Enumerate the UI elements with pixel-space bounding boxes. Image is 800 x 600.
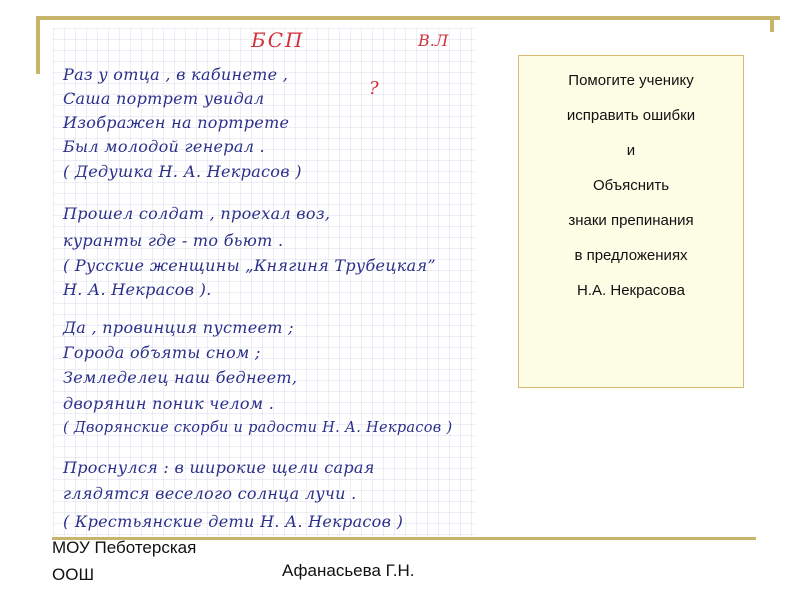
task-callout-box <box>518 55 744 388</box>
callout-line: Помогите ученику <box>568 72 694 89</box>
callout-line: Н.А. Некрасова <box>577 282 685 299</box>
handwritten-notebook-image <box>53 28 475 540</box>
handwritten-line: Раз у отца , в кабинете , <box>63 65 289 84</box>
handwritten-line: ( Дворянские скорби и радости Н. А. Некрасов ) <box>63 420 453 436</box>
handwritten-line: Был молодой генерал . <box>63 137 265 156</box>
school-name-line2: ООШ <box>52 565 95 584</box>
handwritten-line: Города объяты сном ; <box>63 343 261 362</box>
handwritten-line: Изображен на портрете <box>63 113 290 132</box>
handwritten-line: ( Крестьянские дети Н. А. Некрасов ) <box>63 512 404 531</box>
notebook-header <box>53 28 475 52</box>
frame-right-tick <box>770 16 774 32</box>
callout-line: и <box>626 142 636 159</box>
handwritten-line: Н. А. Некрасов ). <box>63 280 212 299</box>
handwritten-line: ( Дедушка Н. А. Некрасов ) <box>63 162 302 181</box>
handwritten-line: ( Русские женщины „Княгиня Трубецкая” <box>63 256 436 275</box>
header-initials: В.Л <box>418 31 449 50</box>
handwritten-line: куранты где - то бьют . <box>63 231 284 250</box>
footer-school <box>52 534 252 588</box>
school-name-line1: МОУ Пеботерская <box>52 538 197 557</box>
handwritten-line: Саша портрет увидал <box>63 89 265 108</box>
handwritten-line: Земледелец наш беднеет, <box>63 368 298 387</box>
header-title: БСП <box>251 28 305 52</box>
handwritten-line: дворянин поник челом . <box>63 394 275 413</box>
callout-line: Объяснить <box>592 177 670 194</box>
handwritten-line: Проснулся : в широкие щели сарая <box>63 458 375 477</box>
handwritten-line: Прошел солдат , проехал воз, <box>63 204 331 223</box>
correction-mark: ? <box>369 78 379 99</box>
frame-left-line <box>36 16 40 74</box>
handwritten-line: глядятся веселого солнца лучи . <box>63 484 357 503</box>
footer-author: Афанасьева Г.Н. <box>282 561 415 580</box>
callout-line: исправить ошибки <box>566 107 696 124</box>
frame-top-line <box>36 16 780 20</box>
callout-line: в предложениях <box>574 247 688 264</box>
handwritten-line: Да , провинция пустеет ; <box>63 318 294 337</box>
callout-line: знаки препинания <box>568 212 694 229</box>
